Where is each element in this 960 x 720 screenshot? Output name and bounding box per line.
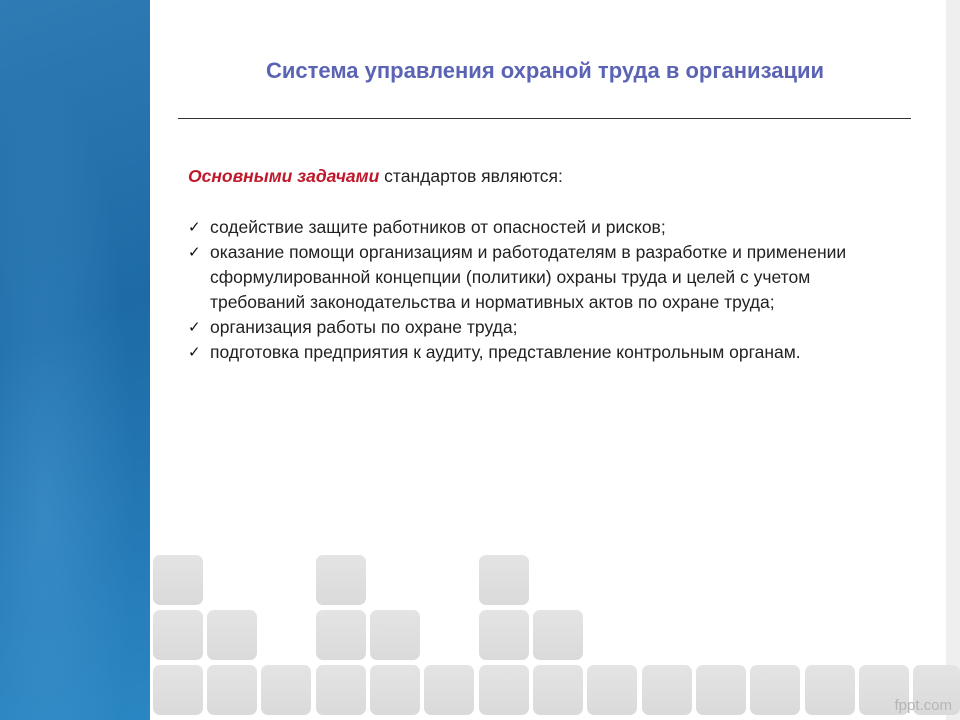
slide-title: Система управления охраной труда в организации	[265, 58, 825, 83]
title-divider	[178, 118, 911, 119]
task-item	[188, 315, 908, 340]
decor-tile	[370, 665, 420, 715]
decor-tile	[153, 665, 203, 715]
decor-tile	[207, 665, 257, 715]
decor-tile	[533, 610, 583, 660]
decor-tile	[642, 665, 692, 715]
check-icon: ✓	[188, 344, 201, 361]
decor-tile	[805, 665, 855, 715]
task-text: организация работы по охране труда;	[210, 317, 518, 337]
decor-tile	[153, 555, 203, 605]
decor-tile	[750, 665, 800, 715]
decor-tile	[587, 665, 637, 715]
task-item	[188, 215, 908, 240]
task-item	[188, 240, 908, 315]
left-sidebar-decoration	[0, 0, 150, 720]
check-icon: ✓	[188, 244, 201, 261]
decor-tile	[696, 665, 746, 715]
decor-tile	[479, 610, 529, 660]
decor-tile	[153, 610, 203, 660]
decor-tile	[533, 665, 583, 715]
task-text: содействие защите работников от опасностей и рисков;	[210, 217, 666, 237]
task-text: оказание помощи организациям и работодателям в разработке и применении сформулированной концепции (политики) охраны труда и целей с учетом требований законодательства и нормативных актов по охране труда;	[210, 242, 847, 312]
decor-tile	[479, 555, 529, 605]
decor-tile	[207, 610, 257, 660]
task-text: подготовка предприятия к аудиту, представление контрольным органам.	[210, 342, 801, 362]
task-item	[188, 340, 908, 365]
decor-tile	[424, 665, 474, 715]
decor-tile	[316, 610, 366, 660]
check-icon: ✓	[188, 319, 201, 336]
decor-tile	[316, 555, 366, 605]
decor-tile	[370, 610, 420, 660]
intro-rest: стандартов являются:	[379, 166, 563, 186]
slide-body	[188, 164, 908, 365]
task-list	[188, 215, 908, 365]
decor-tile	[261, 665, 311, 715]
brand-watermark: fppt.com	[894, 697, 952, 714]
decorative-tiles	[150, 550, 960, 720]
check-icon: ✓	[188, 219, 201, 236]
decor-tile	[316, 665, 366, 715]
intro-line	[188, 164, 908, 189]
intro-highlight: Основными задачами	[188, 166, 380, 186]
decor-tile	[479, 665, 529, 715]
